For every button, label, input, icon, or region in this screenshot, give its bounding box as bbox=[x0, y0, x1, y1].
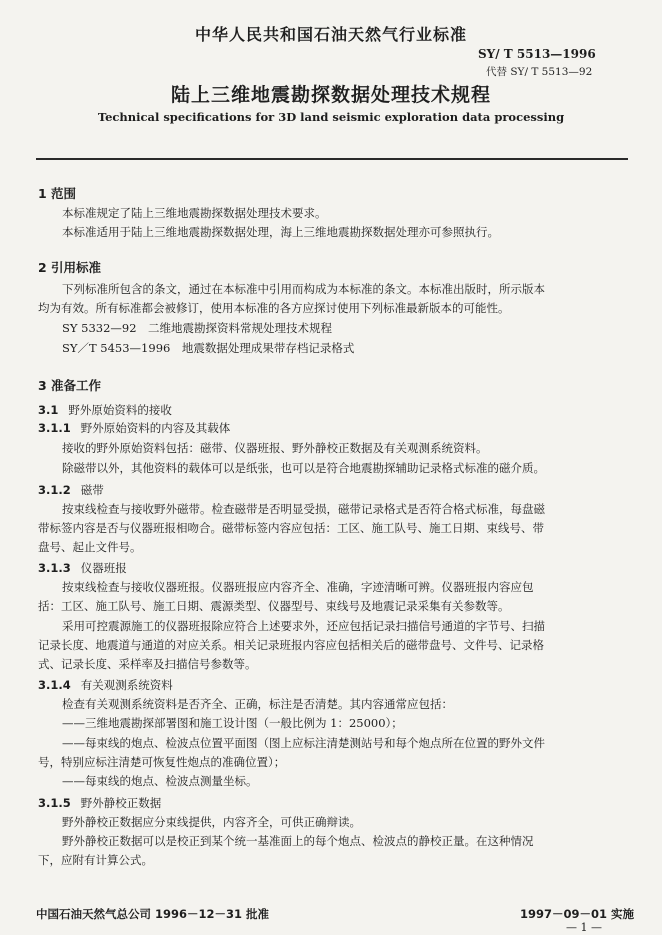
list-item: ——每束线的炮点、检波点位置平面图（图上应标注清楚测站号和每个炮点所在位置的野外文件 bbox=[62, 736, 545, 750]
section-1-paragraph-1: 本标准规定了陆上三维地震勘探数据处理技术要求。 bbox=[62, 206, 327, 220]
document-title-en: Technical specifications for 3D land seismic exploration data processing bbox=[97, 110, 565, 124]
subsection-3-1-2-heading bbox=[38, 482, 104, 498]
subsection-title: 仪器班报 bbox=[80, 561, 127, 575]
section-1-paragraph-2: 本标准适用于陆上三维地震勘探数据处理，海上三维地震勘探数据处理亦可参照执行。 bbox=[62, 225, 499, 239]
subsection-number: 3.1.1 bbox=[38, 421, 71, 435]
subsection-number: 3.1.3 bbox=[38, 561, 71, 575]
list-item-continuation: 号，特别应标注清楚可恢复性炮点的准确位置）； bbox=[38, 755, 286, 769]
implementation-date: 1997－09－01 实施 bbox=[520, 907, 635, 921]
subsection-number: 3.1.5 bbox=[38, 796, 71, 810]
page-number: — 1 — bbox=[566, 921, 602, 934]
subsection-3-1-1-heading bbox=[38, 420, 230, 436]
subsection-title: 野外原始资料的接收 bbox=[68, 403, 172, 417]
subsection-title: 野外原始资料的内容及其载体 bbox=[80, 421, 231, 435]
subsection-3-1-5-heading bbox=[38, 795, 161, 811]
paragraph-line: 式、记录长度、采样率及扫描信号参数等。 bbox=[38, 657, 257, 671]
subsection-3-1-heading bbox=[38, 402, 172, 418]
paragraph-line: 采用可控震源施工的仪器班报除应符合上述要求外，还应包括记录扫描信号通道的字节号、扫描 bbox=[62, 619, 545, 633]
paragraph-line: 按束线检查与接收野外磁带。检查磁带是否明显受损，磁带记录格式是否符合格式标准，每盘磁 bbox=[62, 502, 545, 516]
reference-standard-1: SY 5332—92 二维地震勘探资料常规处理技术规程 bbox=[62, 321, 333, 335]
paragraph-line: 接收的野外原始资料包括：磁带、仪器班报、野外静校正数据及有关观测系统资料。 bbox=[62, 441, 488, 455]
section-1-heading: 1 范围 bbox=[38, 186, 77, 201]
subsection-title: 野外静校正数据 bbox=[80, 796, 162, 810]
subsection-title: 有关观测系统资料 bbox=[80, 678, 173, 692]
paragraph-line: 除磁带以外，其他资料的载体可以是纸张，也可以是符合地震勘探辅助记录格式标准的磁介质。 bbox=[62, 461, 545, 475]
subsection-number: 3.1 bbox=[38, 403, 59, 417]
subsection-title: 磁带 bbox=[80, 483, 104, 497]
paragraph-line: 野外静校正数据可以是校正到某个统一基准面上的每个炮点、检波点的静校正量。在这种情况 bbox=[62, 834, 534, 848]
subsection-3-1-3-heading bbox=[38, 560, 127, 576]
paragraph-line: 检查有关观测系统资料是否齐全、正确，标注是否清楚。其内容通常应包括： bbox=[62, 697, 453, 711]
approval-info: 中国石油天然气总公司 1996－12－31 批准 bbox=[36, 907, 270, 921]
publisher-header: 中华人民共和国石油天然气行业标准 bbox=[194, 25, 467, 44]
list-item: ——三维地震勘探部署图和施工设计图（一般比例为 1：25000）； bbox=[62, 716, 403, 730]
paragraph-line: 野外静校正数据应分束线提供，内容齐全，可供正确辩读。 bbox=[62, 815, 361, 829]
paragraph-line: 带标签内容是否与仪器班报相吻合。磁带标签内容应包括：工区、施工队号、施工日期、束线号、带 bbox=[38, 521, 544, 535]
paragraph-line: 按束线检查与接收仪器班报。仪器班报应内容齐全、准确，字迹清晰可辨。仪器班报内容应包 bbox=[62, 580, 534, 594]
paragraph-line: 盘号、起止文件号。 bbox=[38, 540, 142, 554]
list-item: ——每束线的炮点、检波点测量坐标。 bbox=[62, 774, 258, 788]
paragraph-line: 括：工区、施工队号、施工日期、震源类型、仪器型号、束线号及地震记录采集有关参数等。 bbox=[38, 599, 510, 613]
replaces-code: 代替 SY/ T 5513—92 bbox=[486, 66, 593, 78]
paragraph-line: 记录长度、地震道与通道的对应关系。相关记录班报内容应包括相关后的磁带盘号、文件号、记录格 bbox=[38, 638, 544, 652]
section-2-line-1: 下列标准所包含的条文，通过在本标准中引用而构成为本标准的条文。本标准出版时，所示版本 bbox=[62, 282, 545, 296]
paragraph-line: 下，应附有计算公式。 bbox=[38, 853, 153, 867]
section-3-heading: 3 准备工作 bbox=[38, 378, 102, 393]
standard-code: SY/ T 5513—1996 bbox=[478, 47, 596, 61]
reference-standard-2: SY／T 5453—1996 地震数据处理成果带存档记录格式 bbox=[62, 341, 355, 355]
subsection-number: 3.1.4 bbox=[38, 678, 71, 692]
subsection-3-1-4-heading bbox=[38, 677, 173, 693]
section-2-heading: 2 引用标准 bbox=[38, 260, 102, 275]
subsection-number: 3.1.2 bbox=[38, 483, 71, 497]
section-2-line-2: 均为有效。所有标准都会被修订，使用本标准的各方应探讨使用下列标准最新版本的可能性。 bbox=[38, 301, 510, 315]
header-divider bbox=[36, 158, 628, 160]
document-title-cn: 陆上三维地震勘探数据处理技术规程 bbox=[170, 84, 491, 106]
